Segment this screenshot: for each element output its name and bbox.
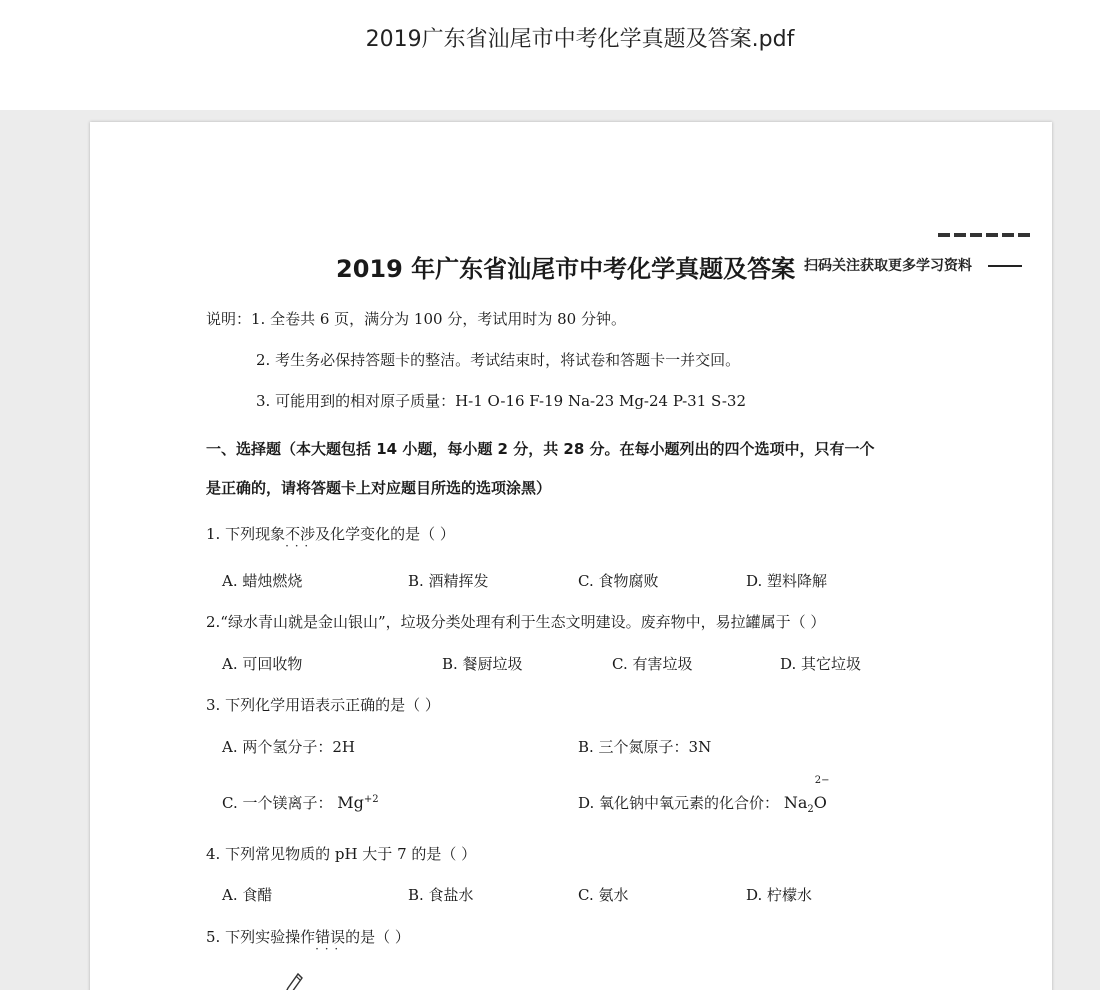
title-bar [0, 0, 1100, 110]
question-1-stem-pre: 1. 下列现象 [206, 525, 286, 543]
instruction-line-1: 说明：1. 全卷共 6 页，满分为 100 分，考试用时为 80 分钟。 [206, 310, 626, 328]
sodium-symbol: Na [783, 793, 808, 812]
question-2-option-d: D. 其它垃圾 [780, 655, 862, 673]
question-1-option-a: A. 蜡烛燃烧 [222, 572, 303, 590]
question-3-option-d-label: D. 氧化钠中氧元素的化合价： [578, 794, 780, 812]
test-tube-drawing [278, 970, 304, 990]
paper-title: 2019 年广东省汕尾市中考化学真题及答案 [336, 255, 796, 283]
scan-mark [938, 233, 1032, 237]
question-3-option-d [578, 775, 830, 815]
question-5-emphasis: 错误 · · · [315, 928, 345, 946]
question-3-option-a: A. 两个氢分子：2H [222, 738, 355, 756]
document-filename: 2019广东省汕尾市中考化学真题及答案.pdf [365, 27, 795, 52]
oxygen-letter: O [813, 793, 827, 812]
section-heading-line-1: 一、选择题（本大题包括 14 小题，每小题 2 分，共 28 分。在每小题列出的四个选项中，只有一个 [206, 440, 875, 458]
question-5-stem-post: 的是（ ） [345, 928, 410, 946]
oxygen-symbol [813, 775, 830, 812]
magnesium-formula: Mg [337, 793, 364, 812]
question-1-option-c: C. 食物腐败 [578, 572, 659, 590]
question-2-stem: 2.“绿水青山就是金山银山”，垃圾分类处理有利于生态文明建设。废弃物中，易拉罐属于（ ） [206, 613, 826, 631]
instruction-line-2: 2. 考生务必保持答题卡的整洁。考试结束时，将试卷和答题卡一并交回。 [256, 351, 741, 369]
question-2-option-b: B. 餐厨垃圾 [442, 655, 523, 673]
section-heading-line-2: 是正确的，请将答题卡上对应题目所选的选项涂黑） [206, 479, 552, 497]
question-2-option-a: A. 可回收物 [222, 655, 303, 673]
oxygen-valence: 2− [814, 775, 830, 786]
question-1-stem-post: 化学变化的是（ ） [330, 525, 455, 543]
pdf-page [90, 122, 1052, 990]
sodium-subscript: 2 [807, 804, 814, 815]
question-2-option-c: C. 有害垃圾 [612, 655, 693, 673]
instruction-line-3: 3. 可能用到的相对原子质量：H-1 O-16 F-19 Na-23 Mg-24 P-31 S-32 [256, 392, 747, 410]
question-3-option-b: B. 三个氮原子：3N [578, 738, 712, 756]
question-4-option-c: C. 氨水 [578, 886, 629, 904]
question-3-stem: 3. 下列化学用语表示正确的是（ ） [206, 696, 440, 714]
question-3-option-c [222, 792, 379, 813]
qr-line [988, 265, 1022, 267]
question-3-option-c-label: C. 一个镁离子： [222, 794, 333, 812]
question-1-option-b: B. 酒精挥发 [408, 572, 489, 590]
question-1-stem [206, 523, 455, 544]
magnesium-charge: +2 [363, 794, 379, 805]
question-5-stem [206, 926, 410, 947]
question-4-option-b: B. 食盐水 [408, 886, 474, 904]
question-5-stem-pre: 5. 下列实验操作 [206, 928, 316, 946]
qr-note: 扫码关注获取更多学习资料 [804, 258, 972, 274]
question-4-stem: 4. 下列常见物质的 pH 大于 7 的是（ ） [206, 845, 477, 863]
question-1-emphasis: 不涉及 · · · [285, 525, 330, 543]
question-4-option-d: D. 柠檬水 [746, 886, 813, 904]
question-4-option-a: A. 食醋 [222, 886, 273, 904]
question-1-option-d: D. 塑料降解 [746, 572, 828, 590]
pdf-viewer[interactable] [0, 110, 1100, 990]
